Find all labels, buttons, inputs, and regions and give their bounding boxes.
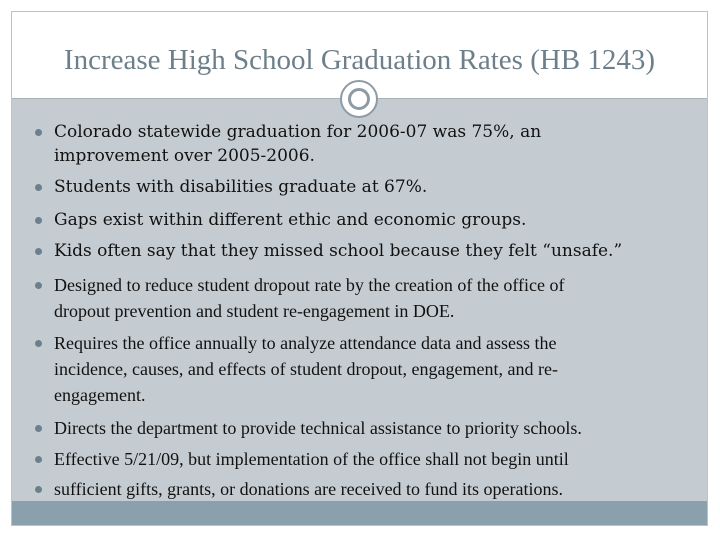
bullet-item bbox=[35, 120, 705, 168]
bullet-item bbox=[35, 415, 705, 441]
bullet-text: Effective 5/21/09, but implementation of the office shall not begin until bbox=[54, 449, 569, 469]
bullet-dot-icon bbox=[35, 184, 42, 191]
bullet-dot-icon bbox=[35, 129, 42, 136]
bullet-item bbox=[35, 446, 705, 472]
bullet-text-continued: dropout prevention and student re-engagement in DOE. bbox=[54, 301, 455, 321]
bullet-item bbox=[35, 330, 705, 408]
bullet-text: Directs the department to provide technical assistance to priority schools. bbox=[54, 418, 582, 438]
bullet-dot-icon bbox=[35, 340, 42, 347]
slide-title: Increase High School Graduation Rates (HB 1243) bbox=[63, 44, 656, 76]
bullet-text-continued: engagement. bbox=[54, 385, 146, 405]
bullet-text-continued: incidence, causes, and effects of student dropout, engagement, and re- bbox=[54, 359, 558, 379]
bullet-text: Gaps exist within different ethic and economic groups. bbox=[54, 210, 527, 230]
bullet-dot-icon bbox=[35, 282, 42, 289]
bullet-text: Requires the office annually to analyze attendance data and assess the bbox=[54, 333, 557, 353]
bullet-text: Designed to reduce student dropout rate by the creation of the office of bbox=[54, 275, 565, 295]
bullet-dot-icon bbox=[35, 248, 42, 255]
bullet-dot-icon bbox=[35, 217, 42, 224]
bullet-text-continued: improvement over 2005-2006. bbox=[54, 146, 315, 166]
bullet-text: Students with disabilities graduate at 67%. bbox=[54, 177, 428, 197]
bullet-item bbox=[35, 272, 705, 324]
bullet-text: sufficient gifts, grants, or donations are received to fund its operations. bbox=[54, 479, 564, 499]
bullet-dot-icon bbox=[35, 425, 42, 432]
bullet-text: Kids often say that they missed school because they felt “unsafe.” bbox=[54, 241, 623, 261]
bullet-dot-icon bbox=[35, 486, 42, 493]
bullet-item bbox=[35, 476, 705, 502]
bullet-item bbox=[35, 239, 705, 263]
bullet-text: Colorado statewide graduation for 2006-07 was 75%, an bbox=[54, 122, 542, 142]
bullet-item bbox=[35, 208, 705, 232]
bullet-dot-icon bbox=[35, 456, 42, 463]
bullet-item bbox=[35, 175, 705, 199]
